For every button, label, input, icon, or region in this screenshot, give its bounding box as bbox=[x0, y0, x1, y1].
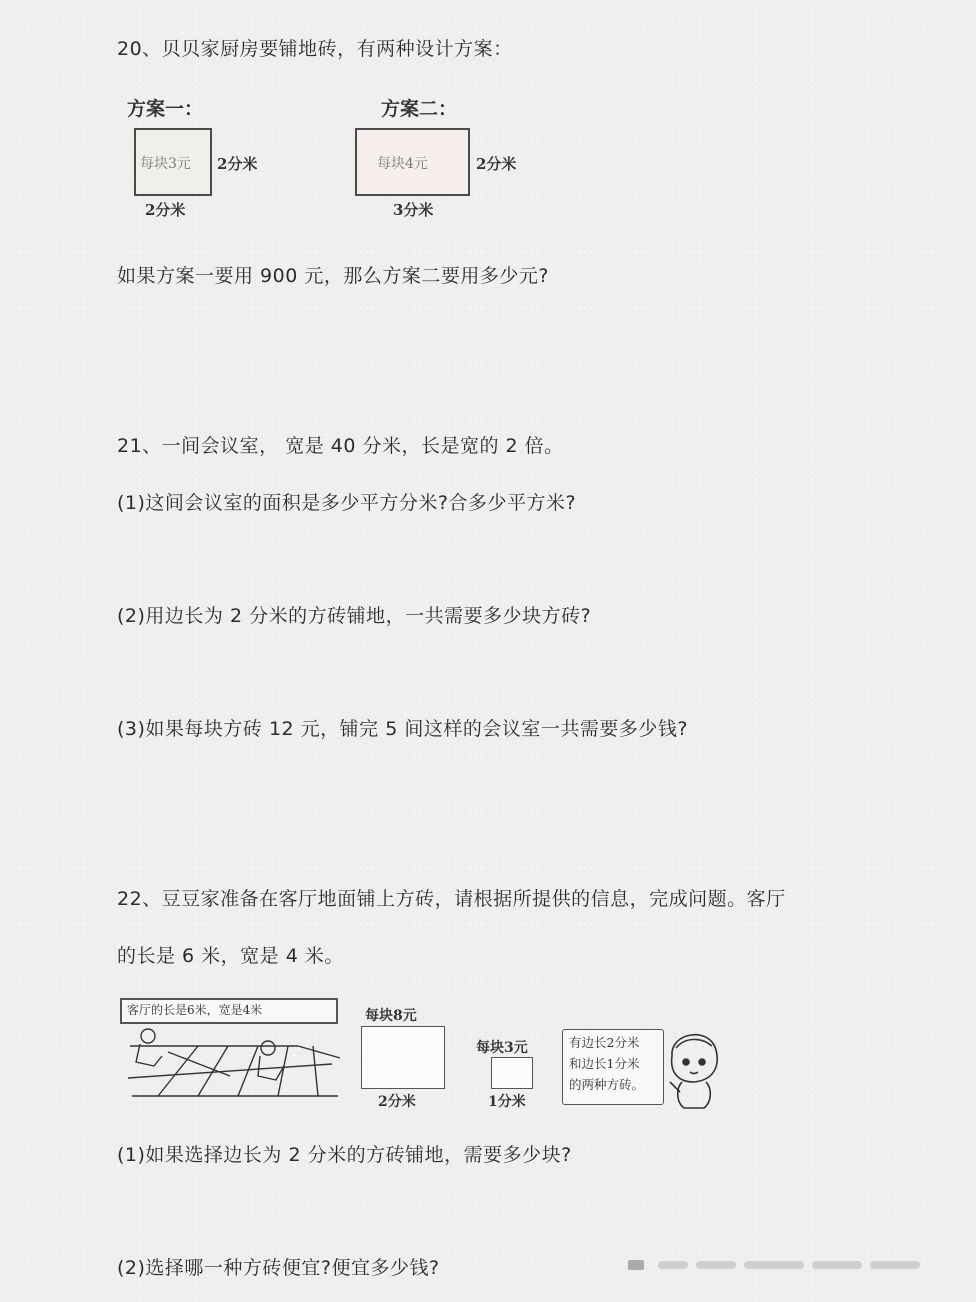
speech-bubble bbox=[562, 1029, 664, 1105]
plan2-tile bbox=[355, 128, 470, 196]
room-illustration bbox=[118, 996, 340, 1108]
cartoon-kid-illustration bbox=[664, 1022, 722, 1112]
small-tile-price: 每块3元 bbox=[476, 1040, 528, 1056]
q22-title-line2: 的长是 6 米，宽是 4 米。 bbox=[117, 945, 344, 967]
small-tile bbox=[491, 1057, 533, 1089]
plan1-price: 每块3元 bbox=[140, 156, 191, 172]
plan2-side-length: 2分米 bbox=[476, 155, 517, 173]
speech-line-1: 有边长2分米 bbox=[569, 1035, 640, 1050]
big-tile-size: 2分米 bbox=[378, 1094, 416, 1110]
page-indicator-dots bbox=[628, 1254, 928, 1276]
q21-sub2: (2)用边长为 2 分米的方砖铺地，一共需要多少块方砖? bbox=[117, 605, 592, 627]
speech-line-3: 的两种方砖。 bbox=[569, 1077, 645, 1092]
plan1-bottom-length: 2分米 bbox=[145, 201, 186, 219]
speech-line-2: 和边长1分米 bbox=[569, 1056, 640, 1071]
plan2-label: 方案二： bbox=[381, 98, 458, 120]
small-tile-size: 1分米 bbox=[488, 1094, 526, 1110]
big-tile bbox=[361, 1026, 445, 1089]
plan2-bottom-length: 3分米 bbox=[393, 201, 434, 219]
room-caption: 客厅的长是6米，宽是4米 bbox=[127, 1003, 263, 1017]
plan1-side-length: 2分米 bbox=[217, 155, 258, 173]
q21-sub3: (3)如果每块方砖 12 元，铺完 5 间这样的会议室一共需要多少钱? bbox=[117, 718, 688, 740]
q20-title: 20、贝贝家厨房要铺地砖，有两种设计方案： bbox=[117, 38, 513, 60]
q22-sub1: (1)如果选择边长为 2 分米的方砖铺地，需要多少块? bbox=[117, 1144, 572, 1166]
q21-sub1: (1)这间会议室的面积是多少平方分米?合多少平方米? bbox=[117, 492, 577, 514]
q21-title: 21、一间会议室， 宽是 40 分米，长是宽的 2 倍。 bbox=[117, 435, 564, 457]
q20-question: 如果方案一要用 900 元，那么方案二要用多少元? bbox=[117, 265, 549, 287]
plan2-price: 每块4元 bbox=[377, 156, 428, 172]
big-tile-price: 每块8元 bbox=[365, 1008, 417, 1024]
room-floor-drawing bbox=[118, 996, 340, 1108]
plan1-tile bbox=[134, 128, 212, 196]
q22-sub2: (2)选择哪一种方砖便宜?便宜多少钱? bbox=[117, 1257, 440, 1279]
q22-title-line1: 22、豆豆家准备在客厅地面铺上方砖，请根据所提供的信息，完成问题。客厅 bbox=[117, 888, 786, 910]
plan1-label: 方案一： bbox=[127, 98, 204, 120]
